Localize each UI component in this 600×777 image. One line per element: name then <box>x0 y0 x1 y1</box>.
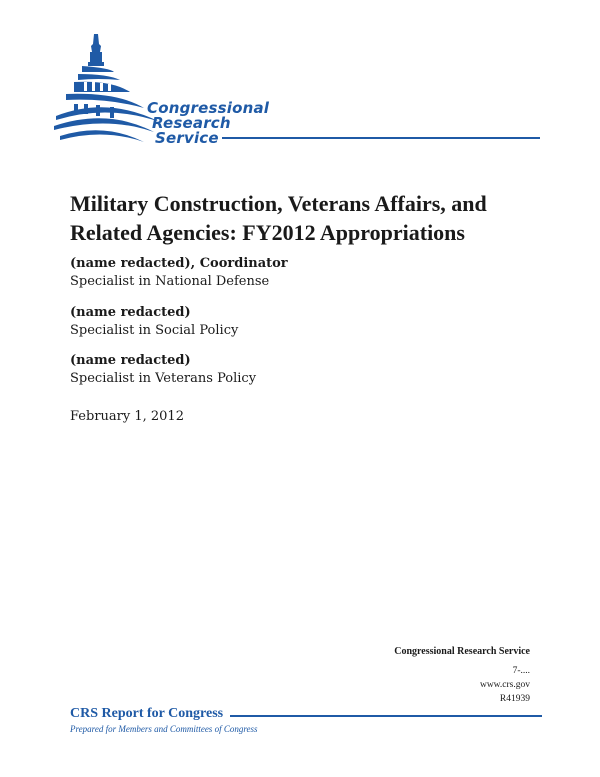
logo-text-congressional: Congressional <box>147 99 270 117</box>
publisher-phone: 7-.... <box>512 666 530 676</box>
footer-divider-line <box>230 715 542 717</box>
logo-text-research: Research <box>152 114 231 132</box>
publisher-name: Congressional Research Service <box>394 646 530 657</box>
author-block-1 <box>70 255 490 291</box>
author-name: (name redacted) <box>70 353 191 368</box>
logo-text-service: Service <box>155 129 219 147</box>
footer-title: CRS Report for Congress <box>70 706 224 721</box>
capitol-dome-icon <box>48 32 548 150</box>
author-role: Specialist in Social Policy <box>70 323 239 338</box>
logo-divider-line <box>222 137 540 139</box>
author-role: Specialist in National Defense <box>70 274 270 289</box>
report-date: February 1, 2012 <box>70 409 184 424</box>
footer-subtitle: Prepared for Members and Committees of Congress <box>70 724 258 734</box>
author-name: (name redacted) <box>70 305 191 320</box>
author-role: Specialist in Veterans Policy <box>70 371 257 386</box>
author-block-2 <box>70 304 490 340</box>
publisher-website: www.crs.gov <box>479 680 530 690</box>
author-name: (name redacted), Coordinator <box>70 256 288 271</box>
author-block-3 <box>70 352 490 388</box>
report-title: Military Construction, Veterans Affairs, and Related Agencies: FY2012 Appropriations <box>70 190 487 245</box>
report-number: R41939 <box>499 694 530 704</box>
publisher-info <box>394 645 530 706</box>
